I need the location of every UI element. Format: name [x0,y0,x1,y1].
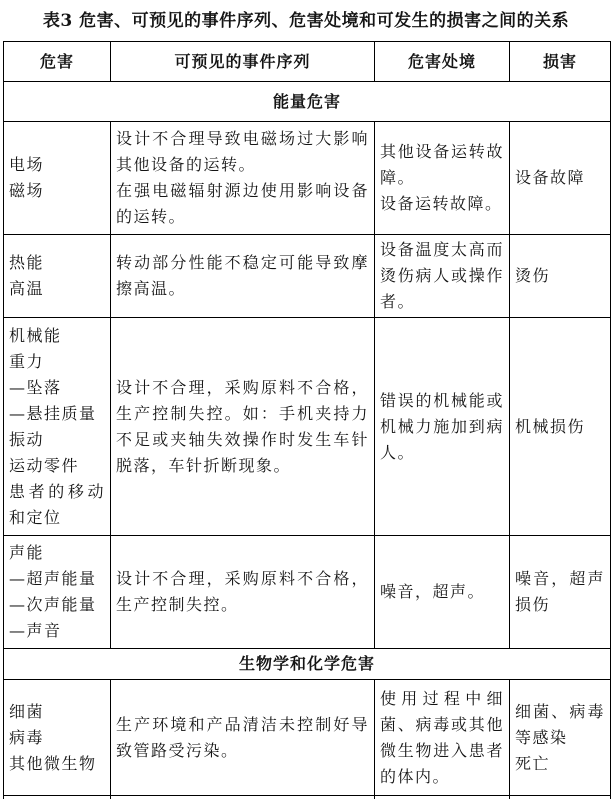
situation-cell [375,235,510,318]
hazard-cell-text: 患者的移动和定位 [9,481,105,527]
empty-cell [4,796,111,799]
harm-cell [510,680,611,796]
table-row [4,318,611,536]
situation-cell-text: 错误的机械能或机械力施加到病人。 [380,390,504,462]
harm-cell [510,122,611,235]
hazard-cell-text: 热能 [9,253,45,272]
empty-cell [375,796,510,799]
hazard-relationship-table [3,41,611,799]
empty-cell [111,796,375,799]
harm-cell [510,235,611,318]
situation-cell [375,318,510,536]
hazard-cell [4,235,111,318]
situation-cell [375,680,510,796]
hazard-cell-text: 高温 [9,279,45,298]
section-header-row [4,82,611,122]
situation-cell [375,122,510,235]
hazard-cell-text: —声音 [9,621,62,640]
hazard-cell-text: —次声能量 [9,595,97,614]
sequence-cell-text: 设计不合理导致电磁场过大影响其他设备的运转。 [116,129,369,174]
column-header-3: 损害 [510,42,611,82]
column-header-0: 危害 [4,42,111,82]
sequence-cell [111,680,375,796]
sequence-cell-text: 在强电磁辐射源边使用影响设备的运转。 [116,181,369,226]
harm-cell-text: 细菌、病毒等感染 [515,701,605,747]
situation-cell-text: 设备运转故障。 [380,194,503,213]
harm-cell-text: 死亡 [515,753,551,773]
clipped-next-row [4,796,611,799]
situation-cell-text: 噪音，超声。 [380,582,486,601]
sequence-cell [111,122,375,235]
sequence-cell-text: 生产环境和产品清洁未控制好导致管路受污染。 [116,714,369,760]
hazard-cell-text: 振动 [9,429,45,449]
hazard-cell-text: —超声能量 [9,569,97,588]
hazard-cell [4,536,111,649]
column-header-2: 危害处境 [375,42,510,82]
hazard-cell-text: 细菌 [9,701,45,721]
table-row [4,536,611,649]
table-row [4,235,611,318]
situation-cell [375,536,510,649]
harm-cell-text: 烫伤 [515,266,551,285]
sequence-cell [111,536,375,649]
table-row [4,680,611,796]
hazard-cell [4,122,111,235]
sequence-cell [111,318,375,536]
empty-cell [510,796,611,799]
sequence-cell [111,235,375,318]
section-title: 能量危害 [4,82,611,122]
column-header-1: 可预见的事件序列 [111,42,375,82]
hazard-cell-text: —坠落 [9,377,62,397]
hazard-cell-text: 其他微生物 [9,753,97,773]
harm-cell [510,536,611,649]
table-body [4,82,611,799]
hazard-cell [4,680,111,796]
hazard-cell-text: 机械能 [9,325,62,345]
situation-cell-text: 其他设备运转故障。 [380,142,504,187]
harm-cell [510,318,611,536]
hazard-cell-text: 重力 [9,351,45,371]
table-caption: 表3 危害、可预见的事件序列、危害处境和可发生的损害之间的关系 [42,11,570,31]
header-row [4,42,611,82]
table-row [4,122,611,235]
section-header-row [4,649,611,680]
harm-cell-text: 噪音，超声损伤 [515,569,605,614]
harm-cell-text: 设备故障 [515,168,586,187]
hazard-cell-text: 电场 [9,155,45,174]
hazard-cell-text: 磁场 [9,181,45,200]
hazard-cell [4,318,111,536]
hazard-cell-text: 声能 [9,543,45,562]
situation-cell-text: 使用过程中细菌、病毒或其他微生物进入患者的体内。 [380,688,504,786]
hazard-cell-text: 运动零件 [9,455,80,475]
sequence-cell-text: 设计不合理，采购原料不合格，生产控制失控。 [116,569,369,614]
sequence-cell-text: 设计不合理，采购原料不合格，生产控制失控。如：手机夹持力不足或夹轴失效操作时发生车针脱落，车针折断现象。 [116,377,369,475]
table-header [4,42,611,82]
situation-cell-text: 设备温度太高而烫伤病人或操作者。 [380,240,504,311]
hazard-cell-text: 病毒 [9,727,45,747]
section-title: 生物学和化学危害 [4,649,611,680]
harm-cell-text: 机械损伤 [515,416,586,436]
hazard-cell-text: —悬挂质量 [9,403,97,423]
sequence-cell-text: 转动部分性能不稳定可能导致摩擦高温。 [116,253,369,298]
